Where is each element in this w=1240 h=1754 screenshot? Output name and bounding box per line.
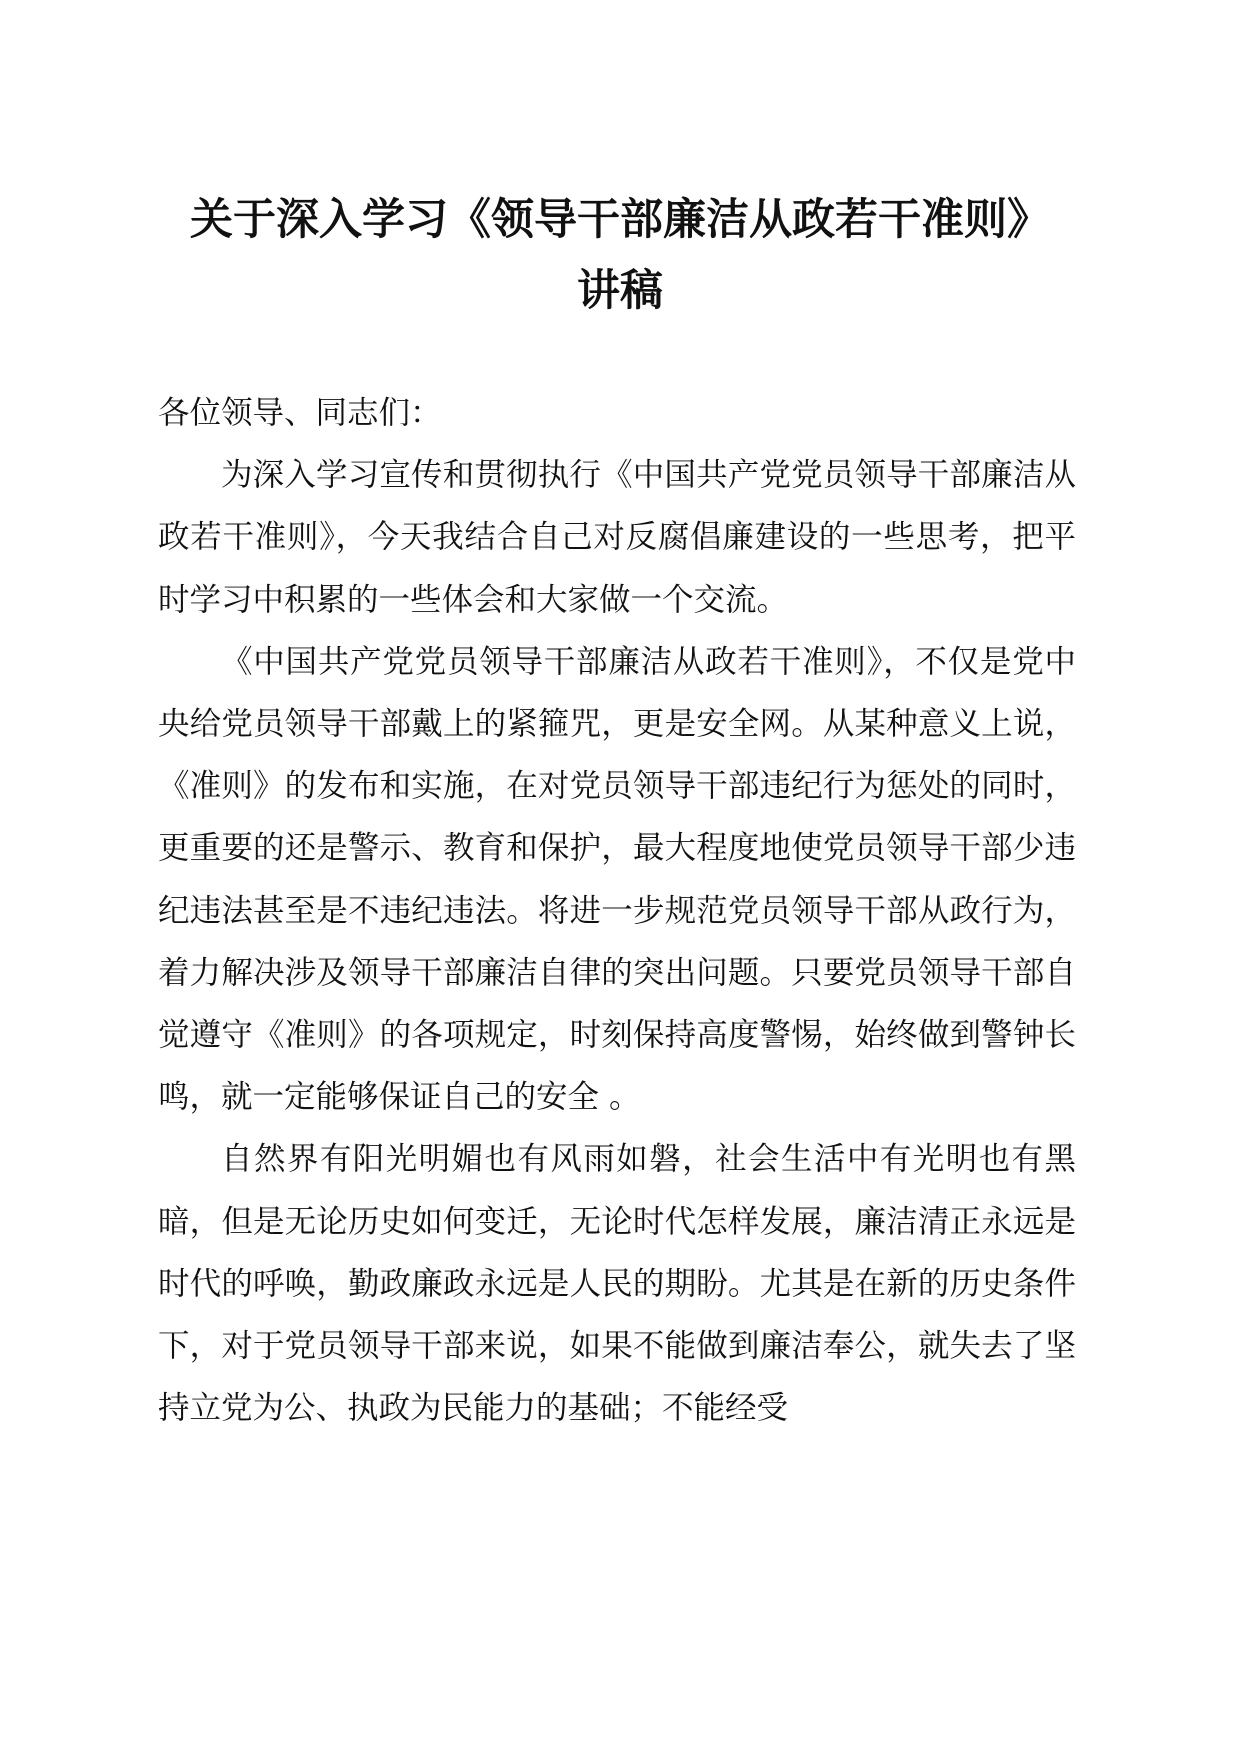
paragraph-1: 为深入学习宣传和贯彻执行《中国共产党党员领导干部廉洁从政若干准则》，今天我结合自己对反腐倡廉建设的一些思考，把平时学习中积累的一些体会和大家做一个交流。 [158, 457, 1076, 618]
document-title-line-1: 关于深入学习《领导干部廉洁从政若干准则》 [190, 195, 1050, 245]
document-body [158, 382, 1076, 1439]
paragraph-3: 自然界有阳光明媚也有风雨如磐，社会生活中有光明也有黑暗，但是无论历史如何变迁，无论时代怎样发展，廉洁清正永远是时代的呼唤，勤政廉政永远是人民的期盼。尤其是在新的历史条件下，对于党员领导干部来说，如果不能做到廉洁奉公，就失去了坚持立党为公、执政为民能力的基础；不能经受 [158, 1141, 1076, 1427]
document-title-line-2: 讲稿 [577, 266, 663, 316]
paragraph-2: 《中国共产党党员领导干部廉洁从政若干准则》，不仅是党中央给党员领导干部戴上的紧箍咒，更是安全网。从某种意义上说，《准则》的发布和实施，在对党员领导干部违纪行为惩处的同时，更重要的还是警示、教育和保护，最大程度地使党员领导干部少违纪违法甚至是不违纪违法。将进一步规范党员领导干部从政行为，着力解决涉及领导干部廉洁自律的突出问题。只要党员领导干部自觉遵守《准则》的各项规定，时刻保持高度警惕，始终做到警钟长鸣，就一定能够保证自己的安全 。 [158, 643, 1076, 1116]
salutation: 各位领导、同志们： [158, 395, 442, 431]
